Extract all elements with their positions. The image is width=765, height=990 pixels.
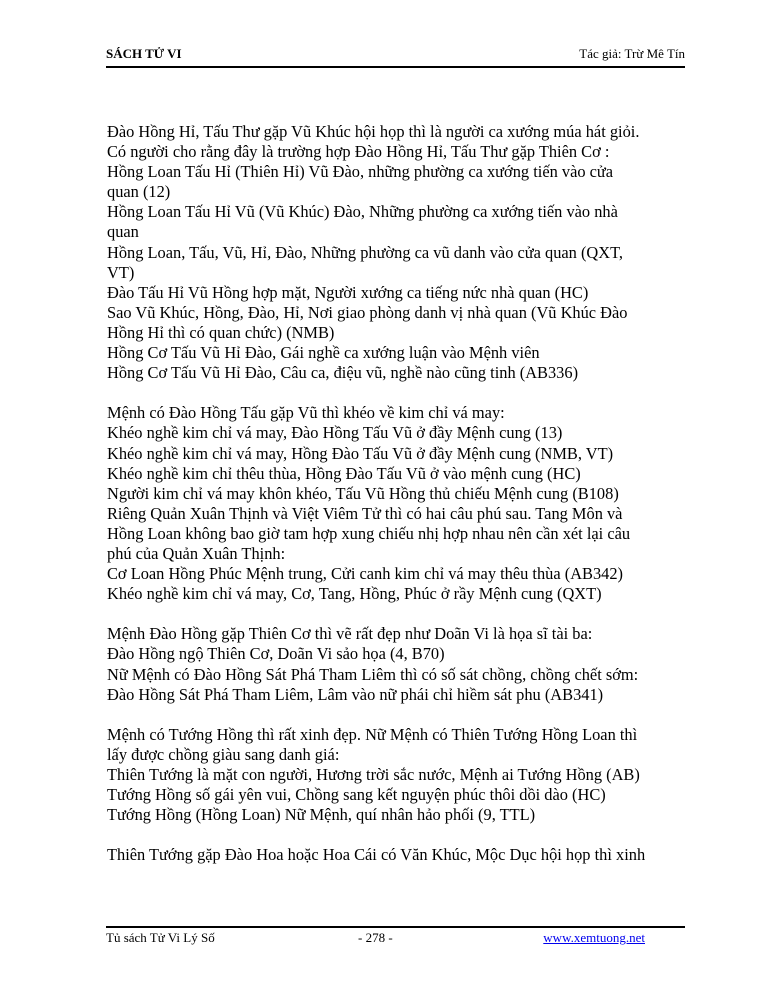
author-line: Tác giả: Trừ Mê Tín bbox=[579, 46, 685, 61]
text-line: VT) bbox=[107, 262, 135, 282]
text-line: Người kim chỉ vá may khôn khéo, Tấu Vũ Hồng thủ chiếu Mệnh cung (B108) bbox=[107, 483, 619, 503]
text-line: Sao Vũ Khúc, Hồng, Đào, Hỉ, Nơi giao phòng danh vị nhà quan (Vũ Khúc Đào bbox=[107, 302, 628, 322]
website-link[interactable]: www.xemtuong.net bbox=[543, 930, 645, 945]
text-line: Riêng Quản Xuân Thịnh và Việt Viêm Tử thì có hai câu phú sau. Tang Môn và bbox=[107, 503, 623, 523]
text-line: Hồng Loan không bao giờ tam hợp xung chiếu nhị hợp nhau nên cần xét lại câu bbox=[107, 523, 631, 543]
text-line: phú của Quản Xuân Thịnh: bbox=[107, 543, 286, 563]
paragraph-gap bbox=[107, 604, 687, 624]
text-line: Có người cho rằng đây là trường hợp Đào Hồng Hỉ, Tấu Thư gặp Thiên Cơ : bbox=[107, 142, 610, 162]
text-line: Cơ Loan Hồng Phúc Mệnh trung, Cửi canh kim chỉ vá may thêu thùa (AB342) bbox=[107, 564, 624, 584]
text-line: Đào Hồng ngộ Thiên Cơ, Doãn Vi sảo họa (4, B70) bbox=[107, 644, 445, 664]
page-number: - 278 - bbox=[358, 930, 393, 945]
text-line: Tướng Hồng (Hồng Loan) Nữ Mệnh, quí nhân hảo phối (9, TTL) bbox=[107, 805, 536, 825]
text-line: quan bbox=[107, 222, 139, 242]
text-line: Đào Tấu Hỉ Vũ Hồng hợp mặt, Người xướng ca tiếng nức nhà quan (HC) bbox=[107, 282, 589, 302]
book-title: SÁCH TỬ VI bbox=[106, 46, 182, 61]
paragraph-gap bbox=[107, 705, 687, 725]
text-line: Tướng Hồng số gái yên vui, Chồng sang kết nguyện phúc thôi dồi dào (HC) bbox=[107, 785, 606, 805]
text-line: Hồng Cơ Tấu Vũ Hỉ Đào, Gái nghề ca xướng luận vào Mệnh viên bbox=[107, 343, 540, 363]
text-line: Mệnh Đào Hồng gặp Thiên Cơ thì vẽ rất đẹp như Doãn Vi là họa sĩ tài ba: bbox=[107, 624, 593, 644]
series-name: Tủ sách Tử Vi Lý Số bbox=[106, 930, 215, 945]
text-line: Khéo nghề kim chỉ thêu thùa, Hồng Đào Tấu Vũ ở vào mệnh cung (HC) bbox=[107, 463, 581, 483]
text-line: Hồng Loan Tấu Hỉ Vũ (Vũ Khúc) Đào, Những phường ca xướng tiến vào nhà bbox=[107, 202, 618, 222]
paragraph-gap bbox=[107, 383, 687, 403]
text-line: Mệnh có Tướng Hồng thì rất xinh đẹp. Nữ Mệnh có Thiên Tướng Hồng Loan thì bbox=[107, 724, 638, 744]
text-line: Hồng Loan, Tấu, Vũ, Hỉ, Đào, Những phường ca vũ danh vào cửa quan (QXT, bbox=[107, 242, 623, 262]
paragraph-gap bbox=[107, 825, 687, 845]
text-line: Nữ Mệnh có Đào Hồng Sát Phá Tham Liêm thì có số sát chồng, chồng chết sớm: bbox=[107, 664, 639, 684]
text-line: lấy được chồng giàu sang danh giá: bbox=[107, 744, 340, 764]
text-line: Khéo nghề kim chỉ vá may, Hồng Đào Tấu Vũ ở đầy Mệnh cung (NMB, VT) bbox=[107, 443, 614, 463]
page-header bbox=[106, 46, 685, 68]
text-line: Hồng Hỉ thì có quan chức) (NMB) bbox=[107, 322, 335, 342]
text-line: Đào Hồng Hỉ, Tấu Thư gặp Vũ Khúc hội họp thì là người ca xướng múa hát giỏi. bbox=[107, 122, 640, 141]
text-line: quan (12) bbox=[107, 182, 171, 202]
text-line: Hồng Cơ Tấu Vũ Hỉ Đào, Câu ca, điệu vũ, nghề nào cũng tinh (AB336) bbox=[107, 363, 579, 383]
text-line: Thiên Tướng gặp Đào Hoa hoặc Hoa Cái có Văn Khúc, Mộc Dục hội họp thì xinh bbox=[107, 845, 646, 865]
body-text bbox=[107, 122, 687, 865]
text-line: Thiên Tướng là mặt con người, Hương trời sắc nước, Mệnh ai Tướng Hồng (AB) bbox=[107, 765, 640, 784]
text-line: Hồng Loan Tấu Hỉ (Thiên Hỉ) Vũ Đào, những phường ca xướng tiến vào cửa bbox=[107, 162, 614, 182]
page-footer bbox=[106, 926, 685, 948]
text-line: Đào Hồng Sát Phá Tham Liêm, Lâm vào nữ phái chỉ hiềm sát phu (AB341) bbox=[107, 684, 604, 704]
text-line: Khéo nghề kim chỉ vá may, Đào Hồng Tấu Vũ ở đầy Mệnh cung (13) bbox=[107, 423, 563, 443]
text-line: Khéo nghề kim chỉ vá may, Cơ, Tang, Hồng, Phúc ở rầy Mệnh cung (QXT) bbox=[107, 584, 602, 604]
text-line: Mệnh có Đào Hồng Tấu gặp Vũ thì khéo về kim chỉ vá may: bbox=[107, 403, 505, 423]
